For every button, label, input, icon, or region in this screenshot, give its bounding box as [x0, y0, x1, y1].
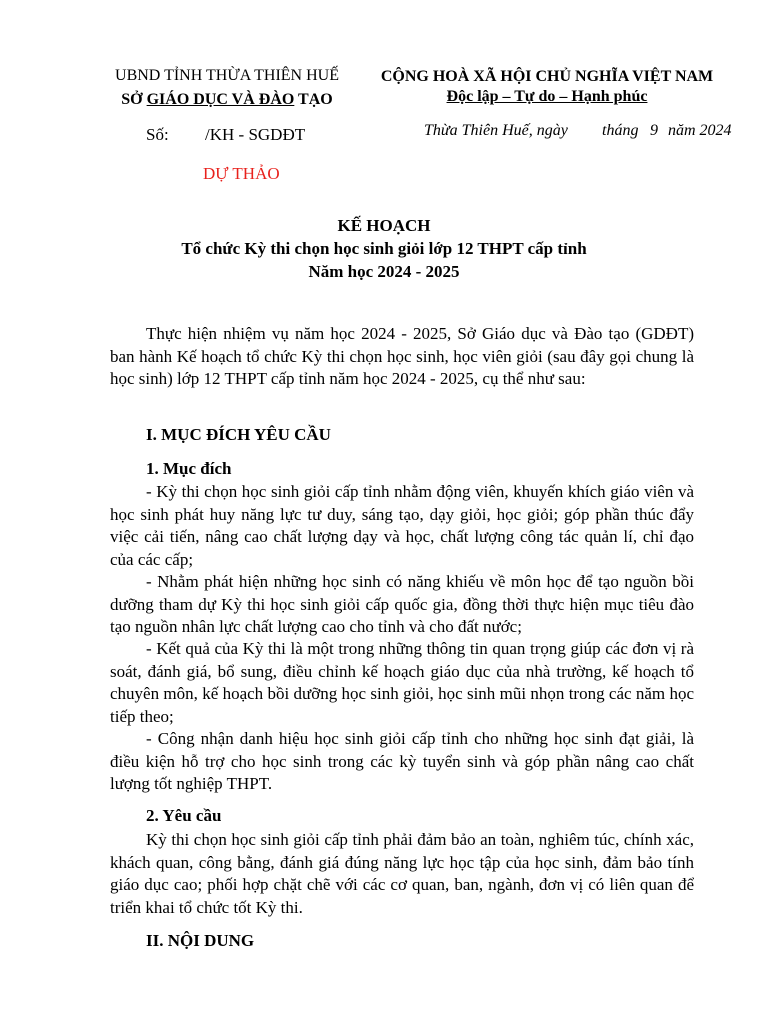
purpose-paragraph-4: - Công nhận danh hiệu học sinh giỏi cấp tỉnh cho những học sinh đạt giải, là điều kiện hỗ trợ cho học sinh trong các kỳ tuyển sinh và góp phần nâng cao chất lượng tốt nghiệp THPT. — [110, 729, 694, 793]
doc-number-label: Số: — [146, 125, 169, 144]
section-1-heading: I. MỤC ĐÍCH YÊU CẦU — [146, 425, 331, 444]
school-year: Năm học 2024 - 2025 — [308, 262, 460, 281]
department-name-pre: SỞ — [121, 91, 147, 108]
section-2-heading: II. NỘI DUNG — [146, 931, 255, 950]
department-name-underlined: GIÁO DỤC VÀ ĐÀO — [146, 91, 295, 108]
subsection-2-heading: 2. Yêu cầu — [146, 806, 222, 825]
country-name: CỘNG HOÀ XÃ HỘI CHỦ NGHĨA VIỆT NAM — [380, 68, 714, 85]
purpose-paragraph-1: - Kỳ thi chọn học sinh giỏi cấp tỉnh nhằm động viên, khuyến khích giáo viên và học sinh phát huy năng lực tư duy, sáng tạo, dạy giỏi, học giỏi; góp phần thúc đẩy việc cải tiến, nâng cao chất lượng dạy và học, chất lượng công tác quản lí, chỉ đạo của các cấp; — [110, 482, 694, 569]
purpose-paragraph-3: - Kết quả của Kỳ thi là một trong những thông tin quan trọng giúp các đơn vị rà soát, đánh giá, bổ sung, điều chỉnh kế hoạch giáo dục của nhà trường, kế hoạch tổ chuyên môn, kế hoạch bồi dưỡng học sinh giỏi, học sinh mũi nhọn trong các năm học tiếp theo; — [110, 639, 694, 726]
draft-label: DỰ THẢO — [203, 164, 280, 183]
department-name — [92, 91, 362, 109]
date-month: 9 — [650, 122, 658, 139]
intro-paragraph: Thực hiện nhiệm vụ năm học 2024 - 2025, Sở Giáo dục và Đào tạo (GDĐT) ban hành Kế hoạch tổ chức Kỳ thi chọn học sinh, học viên giỏi (sau đây gọi chung là học sinh) lớp 12 THPT cấp tỉnh năm học 2024 - 2025, cụ thể như sau: — [110, 324, 694, 388]
department-name-post: TẠO — [294, 91, 333, 108]
subsection-1-heading: 1. Mục đích — [146, 459, 232, 478]
document-subtitle: Tổ chức Kỳ thi chọn học sinh giỏi lớp 12 THPT cấp tỉnh — [181, 239, 587, 258]
date-year: năm 2024 — [668, 122, 732, 139]
doc-number-code: /KH - SGDĐT — [205, 125, 306, 144]
national-motto — [362, 88, 732, 106]
date-month-label: tháng — [602, 122, 639, 139]
agency-name — [92, 67, 362, 85]
requirements-paragraph: Kỳ thi chọn học sinh giỏi cấp tỉnh phải đảm bảo an toàn, nghiêm túc, chính xác, khách quan, công bằng, đánh giá đúng năng lực học tập của học sinh, đảm bảo tính giáo dục cao; phối hợp chặt chẽ với các cơ quan, ban, ngành, đơn vị có liên quan để triển khai tổ chức tốt Kỳ thi. — [110, 830, 694, 917]
place-date: Thừa Thiên Huế, ngày — [424, 122, 568, 139]
agency-line-1: UBND TỈNH THỪA THIÊN HUẾ — [115, 67, 339, 84]
purpose-paragraph-2: - Nhằm phát hiện những học sinh có năng khiếu về môn học để tạo nguồn bồi dưỡng tham dự Kỳ thi học sinh giỏi cấp quốc gia, đồng thời thực hiện mục tiêu đào tạo nguồn nhân lực chất lượng cao cho tỉnh và cho đất nước; — [110, 572, 694, 636]
motto-text: Độc lập – Tự do – Hạnh phúc — [446, 88, 648, 105]
document-title: KẾ HOẠCH — [337, 216, 431, 235]
